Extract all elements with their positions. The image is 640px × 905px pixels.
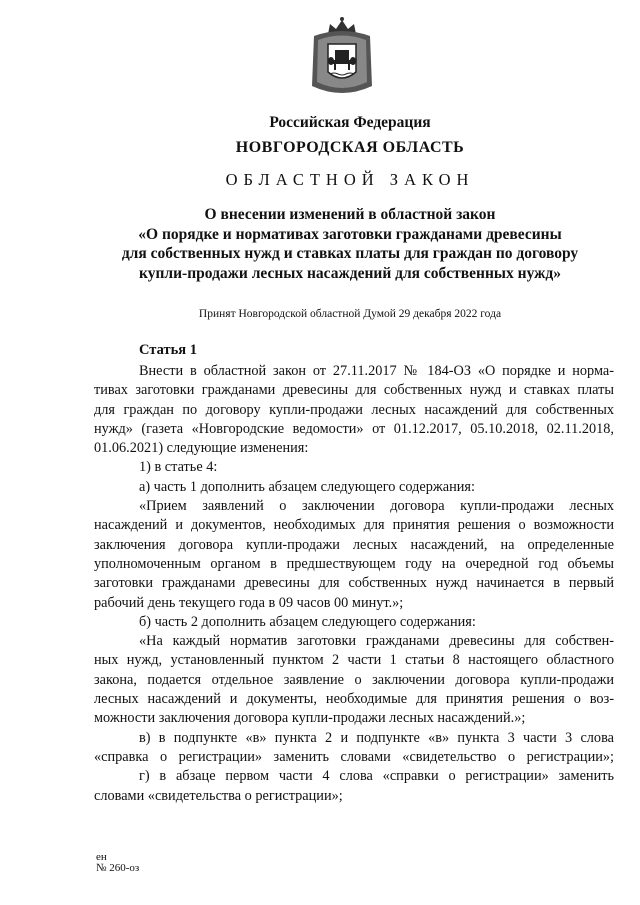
body-line: можности заключения договора купли-продажи лесных насаждений.»; xyxy=(94,710,526,727)
body-line: ных нужд, установленный пунктом 2 части 1 статьи 8 настоящего областного xyxy=(94,652,614,669)
footer-law-number: № 260-оз xyxy=(96,862,140,874)
body-line: лесных насаждений и документы, необходимые для принятия решения о воз- xyxy=(94,691,614,708)
body-line: «справка о регистрации» заменить словами «свидетельство о регистрации»; xyxy=(94,748,614,765)
country-name: Российская Федерация xyxy=(269,114,431,131)
coat-of-arms-emblem xyxy=(308,14,376,100)
body-line: закона, подается отдельное заявление о заключении договора купли-продажи xyxy=(94,671,614,688)
article-body xyxy=(94,362,614,806)
body-line: Внести в областной закон от 27.11.2017 № 184-ОЗ «О порядке и норма- xyxy=(139,363,614,379)
body-line: для граждан по договору купли-продажи лесных насаждений для собственных xyxy=(94,401,614,418)
law-title-line: О внесении изменений в областной закон xyxy=(204,206,496,223)
law-type: ОБЛАСТНОЙ ЗАКОН xyxy=(225,170,475,189)
body-line: словами «свидетельства о регистрации»; xyxy=(94,787,343,804)
body-line: 01.06.2021) следующие изменения: xyxy=(94,440,309,457)
body-line: а) часть 1 дополнить абзацем следующего содержания: xyxy=(139,478,475,495)
body-line: 1) в статье 4: xyxy=(139,459,218,476)
body-line: г) в абзаце первом части 4 слова «справки о регистрации» заменить xyxy=(139,768,614,785)
region-name: НОВГОРОДСКАЯ ОБЛАСТЬ xyxy=(235,139,465,156)
body-line: в) в подпункте «в» пункта 2 и подпункте «в» пункта 3 части 3 слова xyxy=(139,729,614,746)
body-line: «На каждый норматив заготовки гражданами древесины для собствен- xyxy=(139,633,614,650)
law-title xyxy=(60,205,640,283)
footer xyxy=(96,852,139,874)
footer-initials: ен xyxy=(96,851,107,863)
body-line: «Прием заявлений о заключении договора купли-продажи лесных xyxy=(139,498,614,515)
law-title-line: для собственных нужд и ставках платы для граждан по договору xyxy=(121,245,579,262)
article-heading: Статья 1 xyxy=(139,342,197,358)
law-title-line: купли-продажи лесных насаждений для собственных нужд» xyxy=(139,264,561,282)
body-line: заготовки гражданами древесины для собственных нужд начинается в первый xyxy=(94,575,614,592)
body-line: тивах заготовки гражданами древесины для собственных нужд и ставках платы xyxy=(94,382,614,399)
body-line: уполномоченным органом в предшествующем году на очередной год объемы xyxy=(94,555,614,572)
body-line: нужд» (газета «Новгородские ведомости» от 01.12.2017, 05.10.2018, 02.11.2018, xyxy=(94,420,614,437)
body-line: заключения договора купли-продажи лесных насаждений, на определенные xyxy=(94,536,614,553)
law-title-line: «О порядке и нормативах заготовки гражданами древесины xyxy=(138,225,562,243)
body-line: насаждений и документов, необходимых для принятия решения о возможности xyxy=(94,517,614,534)
adoption-note: Принят Новгородской областной Думой 29 декабря 2022 года xyxy=(198,308,502,320)
body-line: рабочий день текущего года в 09 часов 00 минут.»; xyxy=(94,594,404,611)
body-line: б) часть 2 дополнить абзацем следующего содержания: xyxy=(139,613,476,630)
